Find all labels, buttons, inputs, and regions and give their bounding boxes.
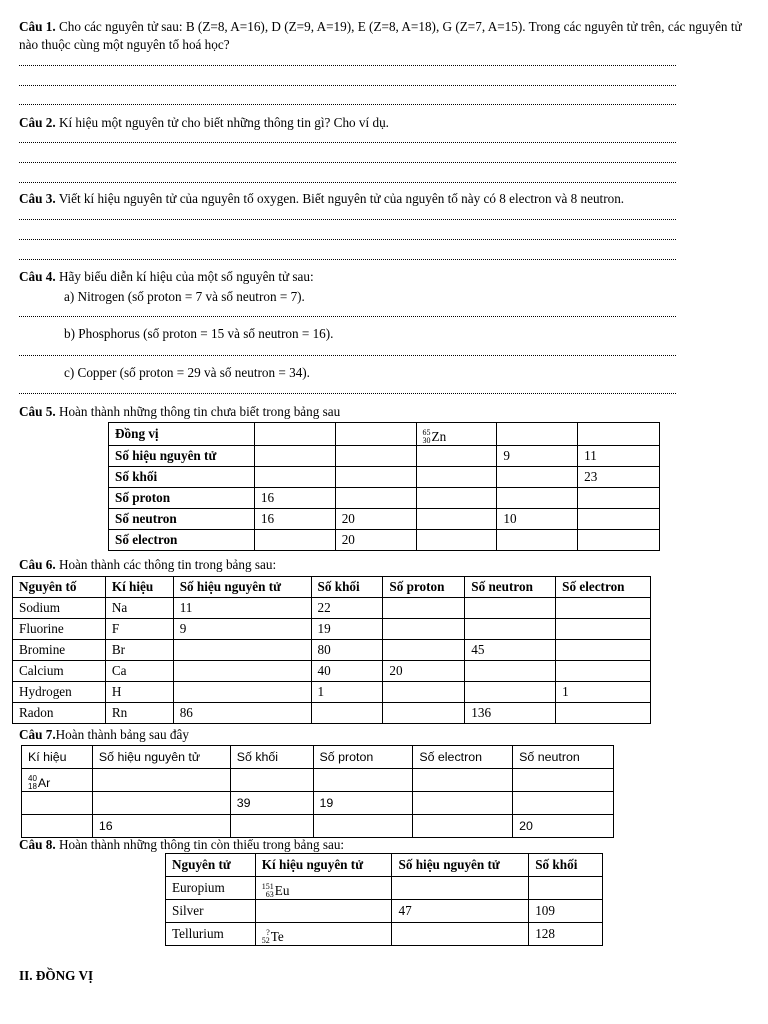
table-cell[interactable] xyxy=(413,792,513,815)
table-cell[interactable] xyxy=(230,769,313,792)
table-cell: Sodium xyxy=(13,598,106,619)
table-cell[interactable] xyxy=(335,446,416,467)
table-row xyxy=(109,530,660,551)
table-cell[interactable] xyxy=(383,598,465,619)
column-header: Số proton xyxy=(313,746,413,769)
nuclide-numbers xyxy=(262,883,274,899)
table-cell[interactable] xyxy=(173,640,311,661)
question-2-label: Câu 2. xyxy=(19,115,56,130)
table-cell[interactable] xyxy=(465,682,556,703)
atomic-number: 63 xyxy=(265,890,274,899)
table-cell: Calcium xyxy=(13,661,106,682)
question-5 xyxy=(19,403,754,421)
nuclide-numbers xyxy=(28,775,37,791)
table-cell[interactable] xyxy=(497,488,578,509)
column-header: Nguyên tố xyxy=(13,577,106,598)
table-cell[interactable]: 11 xyxy=(173,598,311,619)
atomic-number-cell[interactable]: 47 xyxy=(392,900,529,923)
table-cell[interactable] xyxy=(416,446,497,467)
question-6-text: Hoàn thành các thông tin trong bảng sau: xyxy=(55,557,277,572)
question-4a: a) Nitrogen (số proton = 7 và số neutron = 7). xyxy=(64,289,305,304)
table-cell[interactable] xyxy=(578,423,660,446)
question-7-label: Câu 7. xyxy=(19,727,56,742)
table-row xyxy=(166,923,603,946)
table-cell[interactable] xyxy=(465,661,556,682)
table-cell[interactable] xyxy=(465,619,556,640)
answer-line[interactable] xyxy=(19,239,676,240)
table-q8 xyxy=(165,853,603,946)
answer-line[interactable] xyxy=(19,355,676,356)
question-8-text: Hoàn thành những thông tin còn thiếu trong bảng sau: xyxy=(55,837,345,852)
row-header: Số khối xyxy=(109,467,255,488)
table-cell[interactable] xyxy=(556,598,651,619)
question-7-text: Hoàn thành bảng sau đây xyxy=(55,727,189,742)
mass-number: 151 xyxy=(261,882,274,891)
column-header: Số electron xyxy=(413,746,513,769)
table-cell[interactable]: 1 xyxy=(556,682,651,703)
table-cell[interactable] xyxy=(578,488,660,509)
column-header: Số neutron xyxy=(465,577,556,598)
answer-line[interactable] xyxy=(19,162,676,163)
question-4 xyxy=(19,268,754,286)
atom-symbol xyxy=(262,929,284,945)
question-2-text: Kí hiệu một nguyên tử cho biết những thông tin gì? Cho ví dụ. xyxy=(55,115,389,130)
atom-symbol-cell[interactable] xyxy=(255,877,392,900)
table-row xyxy=(22,769,614,792)
table-cell[interactable]: 23 xyxy=(578,467,660,488)
atomic-number-cell[interactable] xyxy=(392,877,529,900)
table-cell[interactable] xyxy=(416,423,497,446)
table-cell[interactable] xyxy=(254,467,335,488)
nuclide-numbers xyxy=(423,429,431,445)
ar-isotope xyxy=(28,775,50,791)
answer-line[interactable] xyxy=(19,182,676,183)
mass-number-cell[interactable]: 128 xyxy=(529,923,603,946)
table-cell[interactable] xyxy=(497,467,578,488)
answer-line[interactable] xyxy=(19,259,676,260)
table-cell[interactable] xyxy=(413,815,513,838)
atomic-number: 18 xyxy=(28,781,37,791)
header-row xyxy=(22,746,614,769)
column-header: Số khối xyxy=(311,577,383,598)
table-cell[interactable] xyxy=(578,530,660,551)
table-cell[interactable] xyxy=(556,703,651,724)
table-row xyxy=(109,488,660,509)
table-cell[interactable]: 19 xyxy=(313,792,413,815)
section-heading: II. ĐỒNG VỊ xyxy=(19,968,94,983)
atom-name: Tellurium xyxy=(166,923,256,946)
table-cell[interactable]: 45 xyxy=(465,640,556,661)
table-cell[interactable] xyxy=(383,619,465,640)
table-cell[interactable] xyxy=(383,703,465,724)
table-row xyxy=(13,640,651,661)
table-cell[interactable] xyxy=(313,815,413,838)
atom-symbol-cell[interactable] xyxy=(255,900,392,923)
table-cell[interactable] xyxy=(254,446,335,467)
table-row xyxy=(13,703,651,724)
table-row xyxy=(22,815,614,838)
column-header: Số hiệu nguyên tử xyxy=(392,854,529,877)
table-cell: F xyxy=(105,619,173,640)
element-symbol: Te xyxy=(270,929,284,944)
table-row xyxy=(13,619,651,640)
question-8-label: Câu 8. xyxy=(19,837,56,852)
table-cell[interactable] xyxy=(513,769,614,792)
answer-line[interactable] xyxy=(19,65,676,66)
table-cell[interactable] xyxy=(22,792,93,815)
table-cell[interactable] xyxy=(383,640,465,661)
table-row xyxy=(13,598,651,619)
answer-line[interactable] xyxy=(19,104,676,105)
question-3-label: Câu 3. xyxy=(19,191,56,206)
question-4-label: Câu 4. xyxy=(19,269,56,284)
table-cell[interactable] xyxy=(92,769,230,792)
element-symbol: Zn xyxy=(431,429,447,444)
question-4-text: Hãy biểu diễn kí hiệu của một số nguyên tử sau: xyxy=(55,269,314,284)
column-header: Kí hiệu xyxy=(22,746,93,769)
table-cell[interactable] xyxy=(335,423,416,446)
column-header: Số electron xyxy=(556,577,651,598)
atom-symbol-cell[interactable] xyxy=(255,923,392,946)
table-cell[interactable] xyxy=(416,488,497,509)
question-4b: b) Phosphorus (số proton = 15 và số neutron = 16). xyxy=(64,326,334,341)
table-row xyxy=(22,792,614,815)
table-cell[interactable] xyxy=(313,769,413,792)
column-header: Kí hiệu xyxy=(105,577,173,598)
table-cell: H xyxy=(105,682,173,703)
table-cell[interactable]: 10 xyxy=(497,509,578,530)
table-cell[interactable] xyxy=(254,423,335,446)
table-cell[interactable] xyxy=(173,682,311,703)
row-header: Số electron xyxy=(109,530,255,551)
table-cell: Rn xyxy=(105,703,173,724)
column-header: Số hiệu nguyên tử xyxy=(173,577,311,598)
table-cell[interactable]: 39 xyxy=(230,792,313,815)
atom-symbol xyxy=(262,883,290,899)
table-cell[interactable]: 16 xyxy=(254,488,335,509)
table-cell[interactable] xyxy=(254,530,335,551)
nuclide-numbers xyxy=(262,929,270,945)
answer-line[interactable] xyxy=(19,316,676,317)
table-cell[interactable]: 20 xyxy=(335,530,416,551)
table-cell[interactable]: 86 xyxy=(173,703,311,724)
table-cell[interactable] xyxy=(22,815,93,838)
table-cell[interactable]: 20 xyxy=(513,815,614,838)
table-q7 xyxy=(21,745,614,838)
atomic-number-cell[interactable] xyxy=(392,923,529,946)
mass-number: ? xyxy=(266,928,270,937)
atomic-number: 52 xyxy=(261,936,270,945)
atom-name: Europium xyxy=(166,877,256,900)
table-row xyxy=(166,900,603,923)
table-q6 xyxy=(12,576,651,724)
answer-line[interactable] xyxy=(19,142,676,143)
table-cell[interactable]: 9 xyxy=(497,446,578,467)
zn-isotope xyxy=(423,429,447,445)
mass-number: 40 xyxy=(28,773,37,783)
table-cell[interactable] xyxy=(416,509,497,530)
column-header: Số neutron xyxy=(513,746,614,769)
element-symbol: Ar xyxy=(37,775,51,790)
table-cell[interactable]: 16 xyxy=(254,509,335,530)
table-cell[interactable]: 22 xyxy=(311,598,383,619)
answer-line[interactable] xyxy=(19,393,676,394)
table-cell[interactable] xyxy=(497,530,578,551)
column-header: Số proton xyxy=(383,577,465,598)
table-cell: Na xyxy=(105,598,173,619)
atom-name: Silver xyxy=(166,900,256,923)
row-header: Số proton xyxy=(109,488,255,509)
answer-line[interactable] xyxy=(19,219,676,220)
table-cell[interactable] xyxy=(556,661,651,682)
table-cell[interactable] xyxy=(335,488,416,509)
question-6 xyxy=(19,556,754,574)
table-cell[interactable] xyxy=(416,530,497,551)
table-q5 xyxy=(108,422,660,551)
table-cell[interactable]: 20 xyxy=(335,509,416,530)
table-row xyxy=(109,467,660,488)
table-row xyxy=(109,509,660,530)
column-header: Nguyên tử xyxy=(166,854,256,877)
element-symbol: Eu xyxy=(274,883,290,898)
table-row xyxy=(166,877,603,900)
question-4c: c) Copper (số proton = 29 và số neutron = 34). xyxy=(64,365,310,380)
table-cell[interactable] xyxy=(413,769,513,792)
question-6-label: Câu 6. xyxy=(19,557,56,572)
table-cell[interactable] xyxy=(513,792,614,815)
table-cell[interactable] xyxy=(22,769,93,792)
table-cell: Fluorine xyxy=(13,619,106,640)
question-2 xyxy=(19,114,754,132)
table-cell[interactable] xyxy=(383,682,465,703)
mass-number-cell[interactable] xyxy=(529,877,603,900)
question-5-text: Hoàn thành những thông tin chưa biết trong bảng sau xyxy=(55,404,341,419)
table-cell[interactable]: 16 xyxy=(92,815,230,838)
row-header: Số hiệu nguyên tử xyxy=(109,446,255,467)
table-row xyxy=(109,423,660,446)
table-cell[interactable] xyxy=(173,661,311,682)
table-cell: Radon xyxy=(13,703,106,724)
table-cell[interactable]: 80 xyxy=(311,640,383,661)
table-cell: Ca xyxy=(105,661,173,682)
table-cell[interactable] xyxy=(556,619,651,640)
question-1-label: Câu 1. xyxy=(19,19,56,34)
table-cell[interactable]: 1 xyxy=(311,682,383,703)
table-cell[interactable] xyxy=(92,792,230,815)
table-cell: Hydrogen xyxy=(13,682,106,703)
mass-number-cell[interactable]: 109 xyxy=(529,900,603,923)
table-cell[interactable] xyxy=(465,598,556,619)
question-8 xyxy=(19,836,754,854)
table-row xyxy=(109,446,660,467)
table-row xyxy=(13,661,651,682)
question-5-label: Câu 5. xyxy=(19,404,56,419)
atomic-number: 30 xyxy=(422,436,431,445)
mass-number: 65 xyxy=(422,428,431,437)
row-header: Đồng vị xyxy=(109,423,255,446)
column-header: Số khối xyxy=(230,746,313,769)
table-cell: Bromine xyxy=(13,640,106,661)
table-cell[interactable] xyxy=(556,640,651,661)
table-cell[interactable] xyxy=(416,467,497,488)
question-1-text: Cho các nguyên tử sau: B (Z=8, A=16), D (Z=9, A=19), E (Z=8, A=18), G (Z=7, A=15). Trong các nguyên tử trên, các nguyên tử nào thuộc cùng một nguyên tố hoá học? xyxy=(19,19,742,52)
table-cell: Br xyxy=(105,640,173,661)
column-header: Số hiệu nguyên tử xyxy=(92,746,230,769)
table-cell[interactable]: 136 xyxy=(465,703,556,724)
column-header: Kí hiệu nguyên tử xyxy=(255,854,392,877)
table-cell[interactable]: 11 xyxy=(578,446,660,467)
table-cell[interactable]: 40 xyxy=(311,661,383,682)
question-3 xyxy=(19,190,754,208)
question-3-text: Viết kí hiệu nguyên tử của nguyên tố oxygen. Biết nguyên tử của nguyên tố này có 8 electron và 8 neutron. xyxy=(55,191,625,206)
column-header: Số khối xyxy=(529,854,603,877)
table-cell[interactable] xyxy=(335,467,416,488)
answer-line[interactable] xyxy=(19,85,676,86)
table-cell[interactable] xyxy=(311,703,383,724)
row-header: Số neutron xyxy=(109,509,255,530)
table-cell[interactable]: 9 xyxy=(173,619,311,640)
question-1 xyxy=(19,18,754,54)
table-cell[interactable]: 20 xyxy=(383,661,465,682)
table-row xyxy=(13,682,651,703)
table-cell[interactable] xyxy=(230,815,313,838)
table-cell[interactable] xyxy=(497,423,578,446)
question-7 xyxy=(19,726,754,744)
table-cell[interactable]: 19 xyxy=(311,619,383,640)
table-cell[interactable] xyxy=(578,509,660,530)
